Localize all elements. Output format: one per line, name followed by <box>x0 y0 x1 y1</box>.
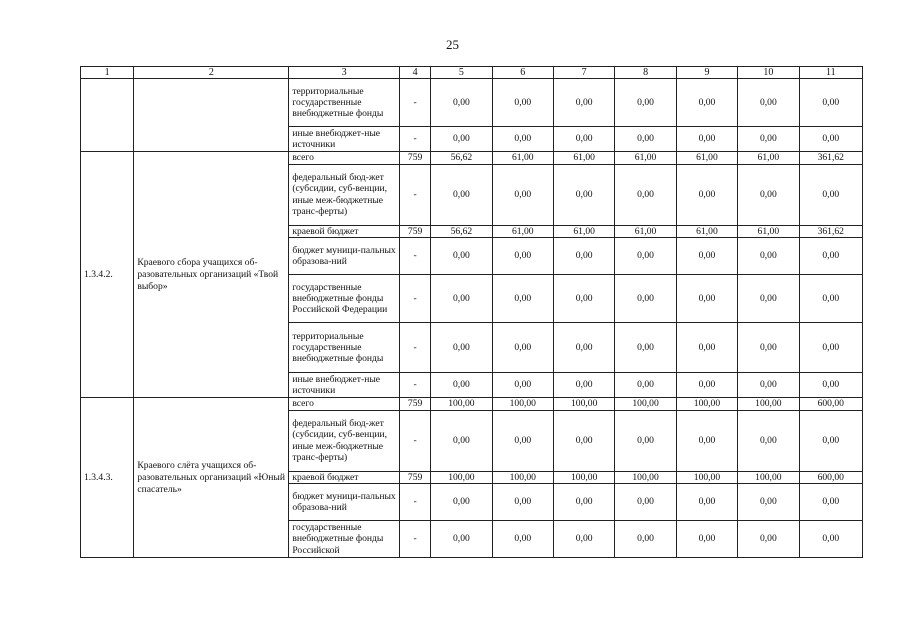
budget-code: - <box>400 373 431 398</box>
amount-cell: 0,00 <box>492 323 553 373</box>
column-number: 2 <box>134 67 289 79</box>
amount-cell: 0,00 <box>553 238 614 275</box>
amount-cell: 0,00 <box>492 79 553 127</box>
column-number: 1 <box>81 67 134 79</box>
budget-code: - <box>400 127 431 152</box>
amount-cell: 0,00 <box>492 373 553 398</box>
amount-cell: 0,00 <box>492 521 553 558</box>
budget-code: - <box>400 323 431 373</box>
amount-cell: 100,00 <box>615 398 676 411</box>
amount-cell: 0,00 <box>738 323 799 373</box>
amount-cell: 61,00 <box>615 225 676 238</box>
amount-cell: 61,00 <box>492 152 553 165</box>
column-number: 6 <box>492 67 553 79</box>
amount-cell: 100,00 <box>738 471 799 484</box>
funding-source: всего <box>289 398 400 411</box>
amount-cell: 0,00 <box>738 521 799 558</box>
amount-cell: 0,00 <box>553 127 614 152</box>
amount-cell: 361,62 <box>799 225 862 238</box>
amount-cell: 0,00 <box>738 275 799 323</box>
amount-cell: 0,00 <box>676 127 737 152</box>
amount-cell: 0,00 <box>615 79 676 127</box>
amount-cell: 0,00 <box>738 410 799 471</box>
amount-cell: 0,00 <box>676 275 737 323</box>
column-number: 10 <box>738 67 799 79</box>
column-number: 5 <box>431 67 492 79</box>
amount-cell: 0,00 <box>431 79 492 127</box>
budget-code: - <box>400 410 431 471</box>
amount-cell: 100,00 <box>492 471 553 484</box>
table-row <box>81 398 863 411</box>
budget-code: 759 <box>400 152 431 165</box>
funding-source: всего <box>289 152 400 165</box>
budget-code: - <box>400 164 431 225</box>
amount-cell: 0,00 <box>615 127 676 152</box>
amount-cell: 0,00 <box>799 164 862 225</box>
table-row <box>81 79 863 127</box>
amount-cell: 0,00 <box>799 484 862 521</box>
amount-cell: 0,00 <box>676 521 737 558</box>
amount-cell: 0,00 <box>615 484 676 521</box>
funding-source: иные внебюджет-ные источники <box>289 127 400 152</box>
amount-cell: 0,00 <box>553 410 614 471</box>
amount-cell: 100,00 <box>492 398 553 411</box>
amount-cell: 56,62 <box>431 225 492 238</box>
item-name: Краевого слёта учащихся об-разовательных организаций «Юный спасатель» <box>134 398 289 558</box>
amount-cell: 0,00 <box>492 164 553 225</box>
amount-cell: 0,00 <box>553 521 614 558</box>
amount-cell: 0,00 <box>676 238 737 275</box>
amount-cell: 0,00 <box>615 275 676 323</box>
amount-cell: 0,00 <box>799 79 862 127</box>
amount-cell: 0,00 <box>492 410 553 471</box>
budget-code: 759 <box>400 471 431 484</box>
column-number-row <box>81 67 863 79</box>
amount-cell: 0,00 <box>431 127 492 152</box>
item-number: 1.3.4.3. <box>81 398 134 558</box>
budget-code: 759 <box>400 398 431 411</box>
funding-source: бюджет муници-пальных образова-ний <box>289 238 400 275</box>
amount-cell: 0,00 <box>615 238 676 275</box>
amount-cell: 61,00 <box>615 152 676 165</box>
amount-cell: 0,00 <box>553 79 614 127</box>
amount-cell: 0,00 <box>676 79 737 127</box>
funding-source: государственные внебюджетные фонды Российской Федерации <box>289 275 400 323</box>
item-number: 1.3.4.2. <box>81 152 134 398</box>
amount-cell: 0,00 <box>615 323 676 373</box>
amount-cell: 600,00 <box>799 471 862 484</box>
budget-code: - <box>400 275 431 323</box>
amount-cell: 61,00 <box>553 152 614 165</box>
amount-cell: 0,00 <box>431 410 492 471</box>
amount-cell: 0,00 <box>431 373 492 398</box>
amount-cell: 0,00 <box>799 238 862 275</box>
column-number: 7 <box>553 67 614 79</box>
budget-code: 759 <box>400 225 431 238</box>
page-number: 25 <box>446 37 459 52</box>
amount-cell: 0,00 <box>431 164 492 225</box>
amount-cell: 0,00 <box>799 521 862 558</box>
amount-cell: 56,62 <box>431 152 492 165</box>
amount-cell: 0,00 <box>676 373 737 398</box>
amount-cell: 0,00 <box>615 373 676 398</box>
amount-cell: 0,00 <box>799 275 862 323</box>
column-number: 3 <box>289 67 400 79</box>
amount-cell: 61,00 <box>738 152 799 165</box>
amount-cell: 0,00 <box>676 410 737 471</box>
amount-cell: 0,00 <box>738 373 799 398</box>
amount-cell: 0,00 <box>431 323 492 373</box>
amount-cell: 61,00 <box>492 225 553 238</box>
column-number: 4 <box>400 67 431 79</box>
amount-cell: 0,00 <box>738 127 799 152</box>
amount-cell: 100,00 <box>553 398 614 411</box>
amount-cell: 0,00 <box>431 238 492 275</box>
amount-cell: 0,00 <box>799 127 862 152</box>
amount-cell: 0,00 <box>799 410 862 471</box>
amount-cell: 0,00 <box>676 323 737 373</box>
funding-source: иные внебюджет-ные источники <box>289 373 400 398</box>
column-number: 11 <box>799 67 862 79</box>
funding-source: краевой бюджет <box>289 471 400 484</box>
amount-cell: 0,00 <box>492 275 553 323</box>
funding-source: государственные внебюджетные фонды Российской <box>289 521 400 558</box>
funding-source: федеральный бюд-жет (субсидии, суб-венции, иные меж-бюджетные транс-ферты) <box>289 410 400 471</box>
amount-cell: 0,00 <box>799 323 862 373</box>
budget-table <box>80 66 863 558</box>
amount-cell: 0,00 <box>799 373 862 398</box>
budget-code: - <box>400 238 431 275</box>
amount-cell: 0,00 <box>492 127 553 152</box>
amount-cell: 600,00 <box>799 398 862 411</box>
table-row <box>81 152 863 165</box>
amount-cell: 0,00 <box>431 275 492 323</box>
item-number <box>81 79 134 152</box>
amount-cell: 0,00 <box>615 521 676 558</box>
amount-cell: 100,00 <box>431 471 492 484</box>
amount-cell: 0,00 <box>738 238 799 275</box>
item-name: Краевого сбора учащихся об-разовательных организаций «Твой выбор» <box>134 152 289 398</box>
amount-cell: 0,00 <box>431 484 492 521</box>
amount-cell: 0,00 <box>738 164 799 225</box>
budget-code: - <box>400 79 431 127</box>
funding-source: бюджет муници-пальных образова-ний <box>289 484 400 521</box>
amount-cell: 0,00 <box>553 484 614 521</box>
amount-cell: 100,00 <box>431 398 492 411</box>
amount-cell: 0,00 <box>553 323 614 373</box>
amount-cell: 0,00 <box>431 521 492 558</box>
budget-code: - <box>400 484 431 521</box>
amount-cell: 0,00 <box>553 164 614 225</box>
funding-source: территориальные государственные внебюджетные фонды <box>289 323 400 373</box>
amount-cell: 0,00 <box>553 275 614 323</box>
amount-cell: 61,00 <box>553 225 614 238</box>
funding-source: краевой бюджет <box>289 225 400 238</box>
column-number: 8 <box>615 67 676 79</box>
funding-source: федеральный бюд-жет (субсидии, суб-венции, иные меж-бюджетные транс-ферты) <box>289 164 400 225</box>
item-name <box>134 79 289 152</box>
amount-cell: 61,00 <box>676 225 737 238</box>
amount-cell: 0,00 <box>492 484 553 521</box>
funding-source: территориальные государственные внебюджетные фонды <box>289 79 400 127</box>
amount-cell: 100,00 <box>615 471 676 484</box>
amount-cell: 0,00 <box>615 164 676 225</box>
amount-cell: 0,00 <box>738 79 799 127</box>
amount-cell: 0,00 <box>615 410 676 471</box>
amount-cell: 0,00 <box>676 164 737 225</box>
amount-cell: 0,00 <box>738 484 799 521</box>
amount-cell: 361,62 <box>799 152 862 165</box>
amount-cell: 0,00 <box>676 484 737 521</box>
amount-cell: 61,00 <box>738 225 799 238</box>
amount-cell: 100,00 <box>553 471 614 484</box>
amount-cell: 100,00 <box>676 398 737 411</box>
amount-cell: 0,00 <box>492 238 553 275</box>
amount-cell: 100,00 <box>676 471 737 484</box>
amount-cell: 100,00 <box>738 398 799 411</box>
budget-code: - <box>400 521 431 558</box>
amount-cell: 61,00 <box>676 152 737 165</box>
amount-cell: 0,00 <box>553 373 614 398</box>
column-number: 9 <box>676 67 737 79</box>
